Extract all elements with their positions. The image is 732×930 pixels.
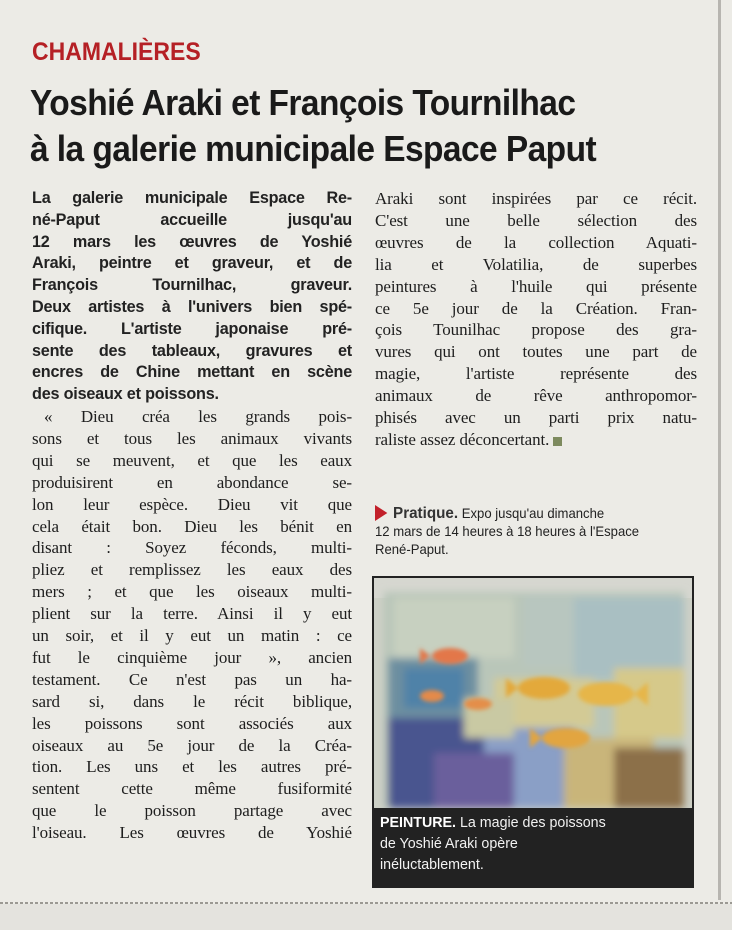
- body-line: çois Tounilhac propose des gra-: [375, 320, 697, 340]
- lead-line: sente des tableaux, gravures et: [32, 341, 352, 360]
- arrow-right-icon: [375, 505, 387, 521]
- photo-caption: [380, 812, 675, 875]
- body-line: que le poisson partage avec: [32, 801, 352, 821]
- body-line-last: [375, 429, 697, 451]
- lead-line: Araki, peintre et graveur, et de: [32, 254, 352, 273]
- body-line: produisirent en abondance se-: [32, 472, 352, 492]
- lead-line: né-Paput accueille jusqu'au: [32, 210, 352, 229]
- practical-info: [375, 505, 681, 559]
- body-line: les poissons sont associés aux: [32, 713, 352, 733]
- section-kicker: CHAMALIÈRES: [32, 38, 201, 66]
- body-text-left: [32, 406, 352, 844]
- body-line: œuvres de la collection Aquati-: [375, 232, 697, 252]
- body-line: qui se meuvent, et que les eaux: [32, 450, 352, 470]
- body-line: C'est une belle sélection des: [375, 210, 697, 230]
- square-end-icon: [553, 437, 562, 446]
- painting-image: [374, 578, 692, 808]
- body-text-right: [375, 188, 697, 451]
- lead-line: encres de Chine mettant en scène: [32, 363, 352, 382]
- body-line: sons et tous les animaux vivants: [32, 428, 352, 448]
- body-line: Araki sont inspirées par ce récit.: [375, 189, 697, 208]
- body-line: disant : Soyez féconds, multi-: [32, 538, 352, 558]
- practical-line-3: René-Paput.: [375, 542, 449, 557]
- lead-line: La galerie municipale Espace Re-: [32, 189, 352, 207]
- lead-line: cifique. L'artiste japonaise pré-: [32, 319, 352, 338]
- body-line: magie, l'artiste représente des: [375, 364, 697, 384]
- practical-line-1: Expo jusqu'au dimanche: [461, 506, 605, 521]
- headline: [30, 80, 672, 172]
- practical-label: Pratique.: [393, 505, 459, 522]
- body-line: tion. Les uns et les autres pré-: [32, 757, 352, 777]
- column-left: [32, 188, 352, 844]
- headline-line-1: Yoshié Araki et François Tournilhac: [30, 82, 576, 123]
- body-line: un soir, et il y eut un matin : ce: [32, 626, 352, 646]
- caption-line-3: inéluctablement.: [380, 856, 484, 873]
- lead-line: François Tournilhac, graveur.: [32, 276, 352, 295]
- caption-label: PEINTURE.: [380, 814, 457, 831]
- body-line: phisés avec un parti prix natu-: [375, 408, 697, 428]
- lead-paragraph: [32, 188, 352, 406]
- body-line: sard si, dans le récit biblique,: [32, 691, 352, 711]
- lead-line: des oiseaux et poissons.: [32, 385, 219, 404]
- body-line: peintures à l'huile qui présente: [375, 276, 697, 296]
- practical-line-2: 12 mars de 14 heures à 18 heures à l'Espace: [375, 524, 640, 539]
- lead-line: Deux artistes à l'univers bien spé-: [32, 297, 352, 316]
- page-edge: [718, 0, 721, 900]
- column-right: [375, 188, 697, 451]
- body-line: sentent cette même fusiformité: [32, 779, 352, 799]
- body-line: « Dieu créa les grands pois-: [44, 406, 352, 426]
- lead-line: 12 mars les œuvres de Yoshié: [32, 232, 352, 251]
- body-line: lia et Volatilia, de superbes: [375, 254, 697, 274]
- body-line: lon leur espèce. Dieu vit que: [32, 494, 352, 514]
- caption-line-1: La magie des poissons: [459, 814, 606, 831]
- body-line: l'oiseau. Les œuvres de Yoshié: [32, 823, 352, 843]
- body-line: plient sur la terre. Ainsi il y eut: [32, 604, 352, 624]
- body-line: oiseaux au 5e jour de la Créa-: [32, 735, 352, 755]
- body-line: raliste assez déconcertant.: [375, 429, 550, 449]
- body-line: animaux de rêve anthropomor-: [375, 386, 697, 406]
- body-line: pliez et remplissez les eaux des: [32, 560, 352, 580]
- headline-line-2: à la galerie municipale Espace Paput: [30, 128, 597, 169]
- body-line: ce 5e jour de la Création. Fran-: [375, 298, 697, 318]
- body-line: mers ; et que les oiseaux multi-: [32, 582, 352, 602]
- body-line: cela était bon. Dieu les bénit en: [32, 516, 352, 536]
- body-line: testament. Ce n'est pas un ha-: [32, 669, 352, 689]
- painting-illustration: [374, 578, 692, 808]
- caption-line-2: de Yoshié Araki opère: [380, 835, 518, 852]
- body-line: fut le cinquième jour », ancien: [32, 647, 352, 667]
- bottom-strip: [0, 904, 732, 930]
- body-line: vures qui ont toutes une part de: [375, 342, 697, 362]
